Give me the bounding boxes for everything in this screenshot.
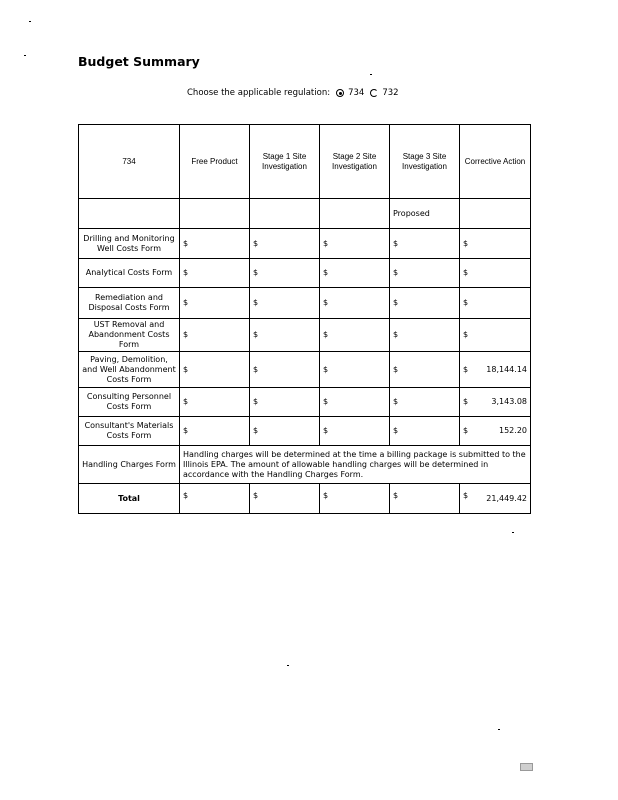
- currency-sign: $: [183, 330, 189, 339]
- currency-sign: $: [183, 268, 189, 277]
- amount-cell[interactable]: [320, 417, 390, 446]
- currency-sign: $: [253, 298, 259, 307]
- handling-charges-row: [79, 446, 531, 484]
- amount-cell[interactable]: [460, 388, 531, 417]
- table-row: [79, 388, 531, 417]
- regulation-option-734[interactable]: [336, 88, 364, 98]
- amount-cell[interactable]: [180, 229, 250, 259]
- amount-cell[interactable]: [250, 229, 320, 259]
- subheader-cell[interactable]: Proposed: [390, 199, 460, 229]
- amount-cell[interactable]: [180, 388, 250, 417]
- regulation-option-732[interactable]: [370, 88, 398, 98]
- handling-charges-label: Handling Charges Form: [79, 446, 180, 484]
- currency-sign: $: [323, 238, 329, 248]
- column-header-corrective-action: Corrective Action: [460, 125, 531, 199]
- scan-speck: [24, 55, 26, 56]
- currency-sign: $: [323, 490, 329, 500]
- currency-sign: $: [393, 298, 399, 307]
- currency-sign: $: [463, 298, 469, 307]
- table-row: [79, 259, 531, 288]
- currency-sign: $: [463, 426, 469, 435]
- table-row: [79, 229, 531, 259]
- currency-sign: $: [183, 238, 189, 248]
- amount-cell[interactable]: [390, 388, 460, 417]
- amount-value: 3,143.08: [491, 397, 527, 406]
- currency-sign: $: [253, 490, 259, 500]
- currency-sign: $: [463, 490, 469, 500]
- column-header-stage-3: Stage 3 Site Investigation: [390, 125, 460, 199]
- currency-sign: $: [183, 490, 189, 500]
- scan-speck: [512, 532, 514, 533]
- table-row: [79, 417, 531, 446]
- amount-cell[interactable]: [250, 388, 320, 417]
- amount-cell[interactable]: [460, 259, 531, 288]
- subheader-cell[interactable]: [180, 199, 250, 229]
- amount-cell[interactable]: [180, 288, 250, 319]
- regulation-option-label: 734: [348, 88, 365, 98]
- amount-cell[interactable]: [250, 417, 320, 446]
- regulation-option-label: 732: [382, 88, 399, 98]
- cost-rows: [79, 229, 531, 446]
- currency-sign: $: [183, 298, 189, 307]
- row-label: Analytical Costs Form: [79, 259, 180, 288]
- radio-unselected-icon[interactable]: [370, 89, 378, 97]
- currency-sign: $: [463, 364, 469, 374]
- amount-value: 152.20: [499, 426, 527, 435]
- row-label: Drilling and Monitoring Well Costs Form: [79, 229, 180, 259]
- amount-cell[interactable]: [250, 259, 320, 288]
- column-header-stage-2: Stage 2 Site Investigation: [320, 125, 390, 199]
- regulation-selector: [187, 88, 399, 98]
- table-header-row: [79, 125, 531, 199]
- amount-value: 18,144.14: [486, 364, 527, 374]
- total-cell[interactable]: [180, 484, 250, 514]
- budget-table: [78, 124, 531, 514]
- subheader-cell[interactable]: [320, 199, 390, 229]
- amount-cell[interactable]: [390, 229, 460, 259]
- scan-speck: [370, 74, 372, 75]
- table-row: [79, 288, 531, 319]
- amount-cell[interactable]: [390, 417, 460, 446]
- column-header-free-product: Free Product: [180, 125, 250, 199]
- total-row: [79, 484, 531, 514]
- currency-sign: $: [393, 490, 399, 500]
- scan-speck: [287, 665, 289, 666]
- amount-cell[interactable]: [390, 352, 460, 388]
- amount-cell[interactable]: [460, 352, 531, 388]
- table-row: [79, 319, 531, 352]
- row-label: Paving, Demolition, and Well Abandonment Costs Form: [79, 352, 180, 388]
- currency-sign: $: [183, 397, 189, 406]
- amount-cell[interactable]: [390, 319, 460, 352]
- currency-sign: $: [253, 268, 259, 277]
- amount-cell[interactable]: [320, 319, 390, 352]
- currency-sign: $: [253, 238, 259, 248]
- total-cell[interactable]: [460, 484, 531, 514]
- regulation-prompt: Choose the applicable regulation:: [187, 88, 331, 98]
- currency-sign: $: [463, 238, 469, 248]
- scan-speck: [29, 21, 31, 22]
- total-label: Total: [79, 484, 180, 514]
- total-cell[interactable]: [250, 484, 320, 514]
- amount-cell[interactable]: [180, 319, 250, 352]
- amount-cell[interactable]: [250, 288, 320, 319]
- proposed-label: [460, 199, 531, 229]
- currency-sign: $: [323, 426, 329, 435]
- handling-charges-note: Handling charges will be determined at the time a billing package is submitted to the Illinois EPA. The amount of allowable handling charges will be determined in accordance with the Handling Charges Form.: [180, 446, 531, 484]
- currency-sign: $: [463, 397, 469, 406]
- radio-selected-icon[interactable]: [336, 89, 344, 97]
- total-cell[interactable]: [390, 484, 460, 514]
- amount-cell[interactable]: [460, 229, 531, 259]
- amount-cell[interactable]: [390, 288, 460, 319]
- scan-speck: [498, 729, 500, 730]
- regulation-number-cell: 734: [79, 125, 180, 199]
- table-subheader-row: [79, 199, 531, 229]
- currency-sign: $: [323, 330, 329, 339]
- total-cell[interactable]: [320, 484, 390, 514]
- amount-cell[interactable]: [320, 388, 390, 417]
- amount-cell[interactable]: [320, 288, 390, 319]
- currency-sign: $: [183, 426, 189, 435]
- currency-sign: $: [253, 364, 259, 374]
- column-header-stage-1: Stage 1 Site Investigation: [250, 125, 320, 199]
- amount-cell[interactable]: [320, 229, 390, 259]
- currency-sign: $: [393, 238, 399, 248]
- currency-sign: $: [463, 330, 469, 339]
- currency-sign: $: [323, 298, 329, 307]
- row-label: Consultant's Materials Costs Form: [79, 417, 180, 446]
- currency-sign: $: [323, 364, 329, 374]
- currency-sign: $: [393, 364, 399, 374]
- subheader-cell[interactable]: [250, 199, 320, 229]
- currency-sign: $: [253, 426, 259, 435]
- currency-sign: $: [253, 397, 259, 406]
- currency-sign: $: [463, 268, 469, 277]
- row-label: UST Removal and Abandonment Costs Form: [79, 319, 180, 352]
- currency-sign: $: [393, 397, 399, 406]
- row-label: Consulting Personnel Costs Form: [79, 388, 180, 417]
- total-amount: 21,449.42: [486, 493, 527, 503]
- currency-sign: $: [183, 364, 189, 374]
- amount-cell[interactable]: [250, 352, 320, 388]
- amount-cell[interactable]: [460, 288, 531, 319]
- amount-cell[interactable]: [460, 319, 531, 352]
- page-stamp-icon: [520, 763, 533, 771]
- currency-sign: $: [393, 268, 399, 277]
- amount-cell[interactable]: [460, 417, 531, 446]
- subheader-cell: [79, 199, 180, 229]
- currency-sign: $: [323, 397, 329, 406]
- currency-sign: $: [323, 268, 329, 277]
- amount-cell[interactable]: [320, 352, 390, 388]
- amount-cell[interactable]: [250, 319, 320, 352]
- amount-cell[interactable]: [180, 417, 250, 446]
- amount-cell[interactable]: [320, 259, 390, 288]
- table-row: [79, 352, 531, 388]
- amount-cell[interactable]: [390, 259, 460, 288]
- amount-cell[interactable]: [180, 352, 250, 388]
- row-label: Remediation and Disposal Costs Form: [79, 288, 180, 319]
- currency-sign: $: [253, 330, 259, 339]
- currency-sign: $: [393, 426, 399, 435]
- amount-cell[interactable]: [180, 259, 250, 288]
- currency-sign: $: [393, 330, 399, 339]
- page-title: Budget Summary: [78, 54, 200, 69]
